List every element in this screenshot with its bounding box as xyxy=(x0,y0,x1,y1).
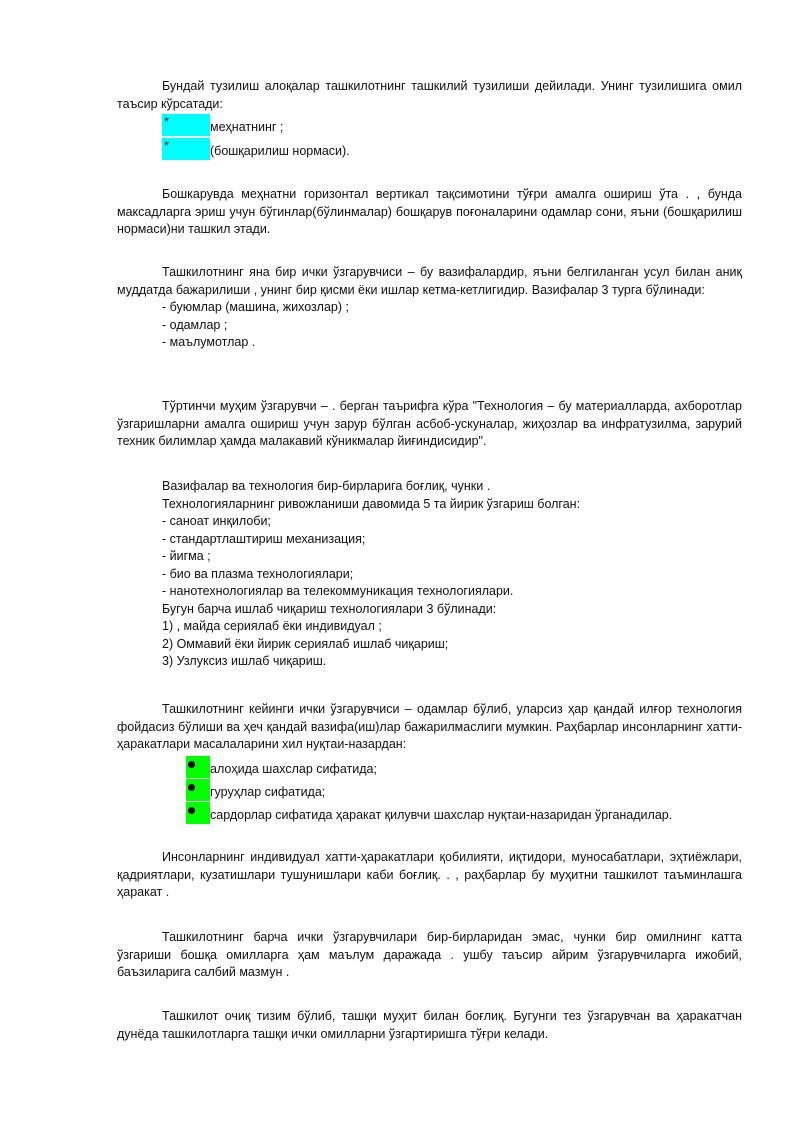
list-item: - маълумотлар . xyxy=(162,335,256,349)
bullet-icon xyxy=(188,784,195,791)
green-highlight xyxy=(186,756,210,778)
bullet-item-text: сардорлар сифатида ҳаракат қилувчи шахслар нуқтаи-назаридан ўрганадилар. xyxy=(210,808,673,822)
asterisk-icon: * xyxy=(164,138,170,153)
paragraph-text: Ташкилотнинг барча ички ўзгарувчилари бир-бирларидан эмас, чунки бир омилнинг катта ўзгариши бошқа омилларга ҳам маълум даражада . ушбу таъсир айрим ўзгарувчиларга ижобий, баъзиларига салбий мазмун . xyxy=(117,930,742,979)
paragraph-1 xyxy=(117,78,742,113)
highlighted-item-text: меҳнатнинг ; xyxy=(210,120,284,134)
paragraph-2 xyxy=(117,186,742,239)
list-item: - йигма ; xyxy=(162,549,211,563)
bullet-icon xyxy=(188,761,195,768)
paragraph-text: Ташкилот очиқ тизим бўлиб, ташқи муҳит билан боғлиқ. Бугунги тез ўзгарувчан ва ҳаракатчан дунёда ташкилотларга ташқи ички омилларни ўзгартиришга тўғри келади. xyxy=(117,1009,742,1041)
paragraph-9 xyxy=(117,1008,742,1043)
list-item: Бугун барча ишлаб чиқариш технологиялари 3 бўлинади: xyxy=(162,601,497,616)
list-item: Технологияларнинг ривожланиши давомида 5 та йирик ўзгариш болган: xyxy=(162,496,581,511)
highlighted-item-text: (бошқарилиш нормаси). xyxy=(210,144,350,158)
paragraph-text: Инсонларнинг индивидуал хатти-ҳаракатлари қобилияти, иқтидори, муносабатлари, эҳтиёжлари, қадриятлари, кузатишлари тушунишлари каби боғлиқ. . , раҳбарлар бу муҳитни ташкилот таъминлашга ҳаракат . xyxy=(117,850,742,899)
list-item: - био ва плазма технологиялари; xyxy=(162,566,354,581)
paragraph-text: Бошкарувда меҳнатни горизонтал вертикал тақсимотини тўғри амалга ошириш ўта . , бунда максадларга эриш учун бўгинлар(бўлинмалар) бошқарув поғоналарини одамлар сони, яъни (бошқарилиш нормаси)ни ташкил этади. xyxy=(117,187,742,236)
paragraph-6 xyxy=(117,701,742,754)
list-item: - стандартлаштириш механизация; xyxy=(162,531,366,546)
cyan-highlight xyxy=(162,138,210,160)
green-highlight xyxy=(186,779,210,801)
paragraph-text: Ташкилотнинг кейинги ички ўзгарувчиси – одамлар бўлиб, уларсиз ҳар қандай илғор технология фойдасиз бўлиши ва ҳеч қандай вазифа(иш)лар бажарилмаслиги мумкин. Раҳбарлар инсонларнинг хатти-ҳаракатлари масалаларини хил нуқтаи-назардан: xyxy=(117,702,742,751)
paragraph-text: Бундай тузилиш алоқалар ташкилотнинг ташкилий тузилиши дейилади. Унинг тузилишига омил таъсир кўрсатади: xyxy=(117,79,742,111)
asterisk-icon: * xyxy=(164,114,170,129)
list-item: 2) Оммавий ёки йирик сериялаб ишлаб чиқариш; xyxy=(162,636,449,651)
bullet-icon xyxy=(188,807,195,814)
bullet-item-text: гуруҳлар сифатида; xyxy=(210,785,326,799)
paragraph-text: Вазифалар ва технология бир-бирларига боғлиқ, чунки . xyxy=(162,479,491,493)
list-item: - саноат инқилоби; xyxy=(162,514,271,528)
list-item: 1) , майда сериялаб ёки индивидуал ; xyxy=(162,619,382,633)
list-item: - одамлар ; xyxy=(162,317,228,332)
list-item: - буюмлар (машина, жихозлар) ; xyxy=(162,300,349,314)
list-item: 3) Узлуксиз ишлаб чиқариш. xyxy=(162,654,327,668)
paragraph-7 xyxy=(117,849,742,902)
paragraph-text: Тўртинчи муҳим ўзгарувчи – . берган таърифга кўра "Технология – бу материалларда, ахборотлар ўзгаришларни амалга ошириш учун зарур бўлган асбоб-ускуналар, жиҳозлар ва инфратузилма, зарурий техник билимлар ҳамда малакавий кўникмалар йиғиндисидир". xyxy=(117,399,742,448)
green-highlight xyxy=(186,802,210,824)
list-item: - нанотехнологиялар ва телекоммуникация технологиялари. xyxy=(162,584,514,598)
paragraph-5 xyxy=(117,478,742,671)
paragraph-text: Ташкилотнинг яна бир ички ўзгарувчиси – бу вазифалардир, яъни белгиланган усул билан аниқ муддатда бажарилиши , унинг бир қисми ёки ишлар кетма-кетлигидир. Вазифалар 3 турга бўлинади: xyxy=(117,265,742,297)
paragraph-4 xyxy=(117,398,742,451)
cyan-highlight xyxy=(162,114,210,136)
paragraph-8 xyxy=(117,929,742,982)
paragraph-3 xyxy=(117,264,742,352)
bullet-item-text: алоҳида шахслар сифатида; xyxy=(210,762,377,776)
